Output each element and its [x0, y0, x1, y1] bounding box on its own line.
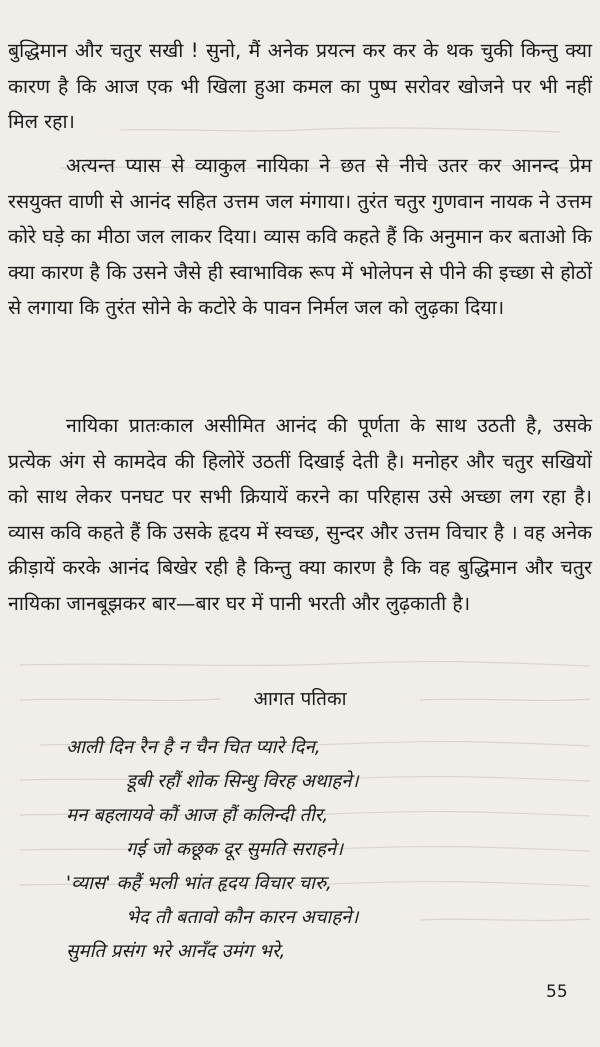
verse-line-6: भेद तौ बतावो कौन कारन अचाहने।	[126, 907, 359, 928]
verse-line-5: 'व्यास' कहैं भली भांत हृदय विचार चारु,	[66, 873, 332, 894]
verse-line-4: गई जो कछूक दूर सुमति सराहने।	[126, 839, 344, 860]
paragraph-2: अत्यन्त प्यास से व्याकुल नायिका ने छत से नीचे उतर कर आनन्द प्रेम रसयुक्त वाणी से आनंद सहित उत्तम जल मंगाया। तुरंत चतुर गुणवान नायक ने उत्तम कोरे घड़े का मीठा जल लाकर दिया। व्यास कवि कहते हैं कि अनुमान कर बताओ कि क्या कारण है कि उसने जैसे ही स्वाभाविक रूप में भोलेपन से पीने की इच्छा से होठों से लगाया कि तुरंत सोने के कटोरे के पावन निर्मल जल को लुढ़का दिया।	[8, 154, 592, 320]
paragraph-1: बुद्धिमान और चतुर सखी ! सुनो, मैं अनेक प्रयत्न कर कर के थक चुकी किन्तु क्या कारण है कि आज एक भी खिला हुआ कमल का पुष्प सरोवर खोजने पर भी नहीं मिल रहा।	[8, 39, 592, 134]
section-heading: आगत पतिका	[253, 688, 347, 710]
verse-line-7: सुमति प्रसंग भरे आनँद उमंग भरे,	[66, 941, 286, 962]
verse-line-1: आली दिन रैन है न चैन चित प्यारे दिन,	[66, 737, 321, 758]
page-number: 55	[546, 982, 568, 1002]
verse-line-2: डूबी रहौं शोक सिन्धु विरह अथाहने।	[126, 771, 359, 792]
verse-line-3: मन बहलायवे कौं आज हौं कलिन्दी तीर,	[66, 805, 329, 826]
paragraph-3: नायिका प्रातःकाल असीमित आनंद की पूर्णता के साथ उठती है, उसके प्रत्येक अंग से कामदेव की हिलोरें उठतीं दिखाई देती है। मनोहर और चतुर सखियों को साथ लेकर पनघट पर सभी क्रियायें करने का परिहास उसे अच्छा लग रहा है। व्यास कवि कहते हैं कि उसके हृदय में स्वच्छ, सुन्दर और उत्तम विचार है । वह अनेक क्रीड़ायें करके आनंद बिखेर रही है किन्तु क्या कारण है कि वह बुद्धिमान और चतुर नायिका जानबूझकर बार—बार घर में पानी भरती और लुढ़काती है।	[8, 414, 592, 615]
